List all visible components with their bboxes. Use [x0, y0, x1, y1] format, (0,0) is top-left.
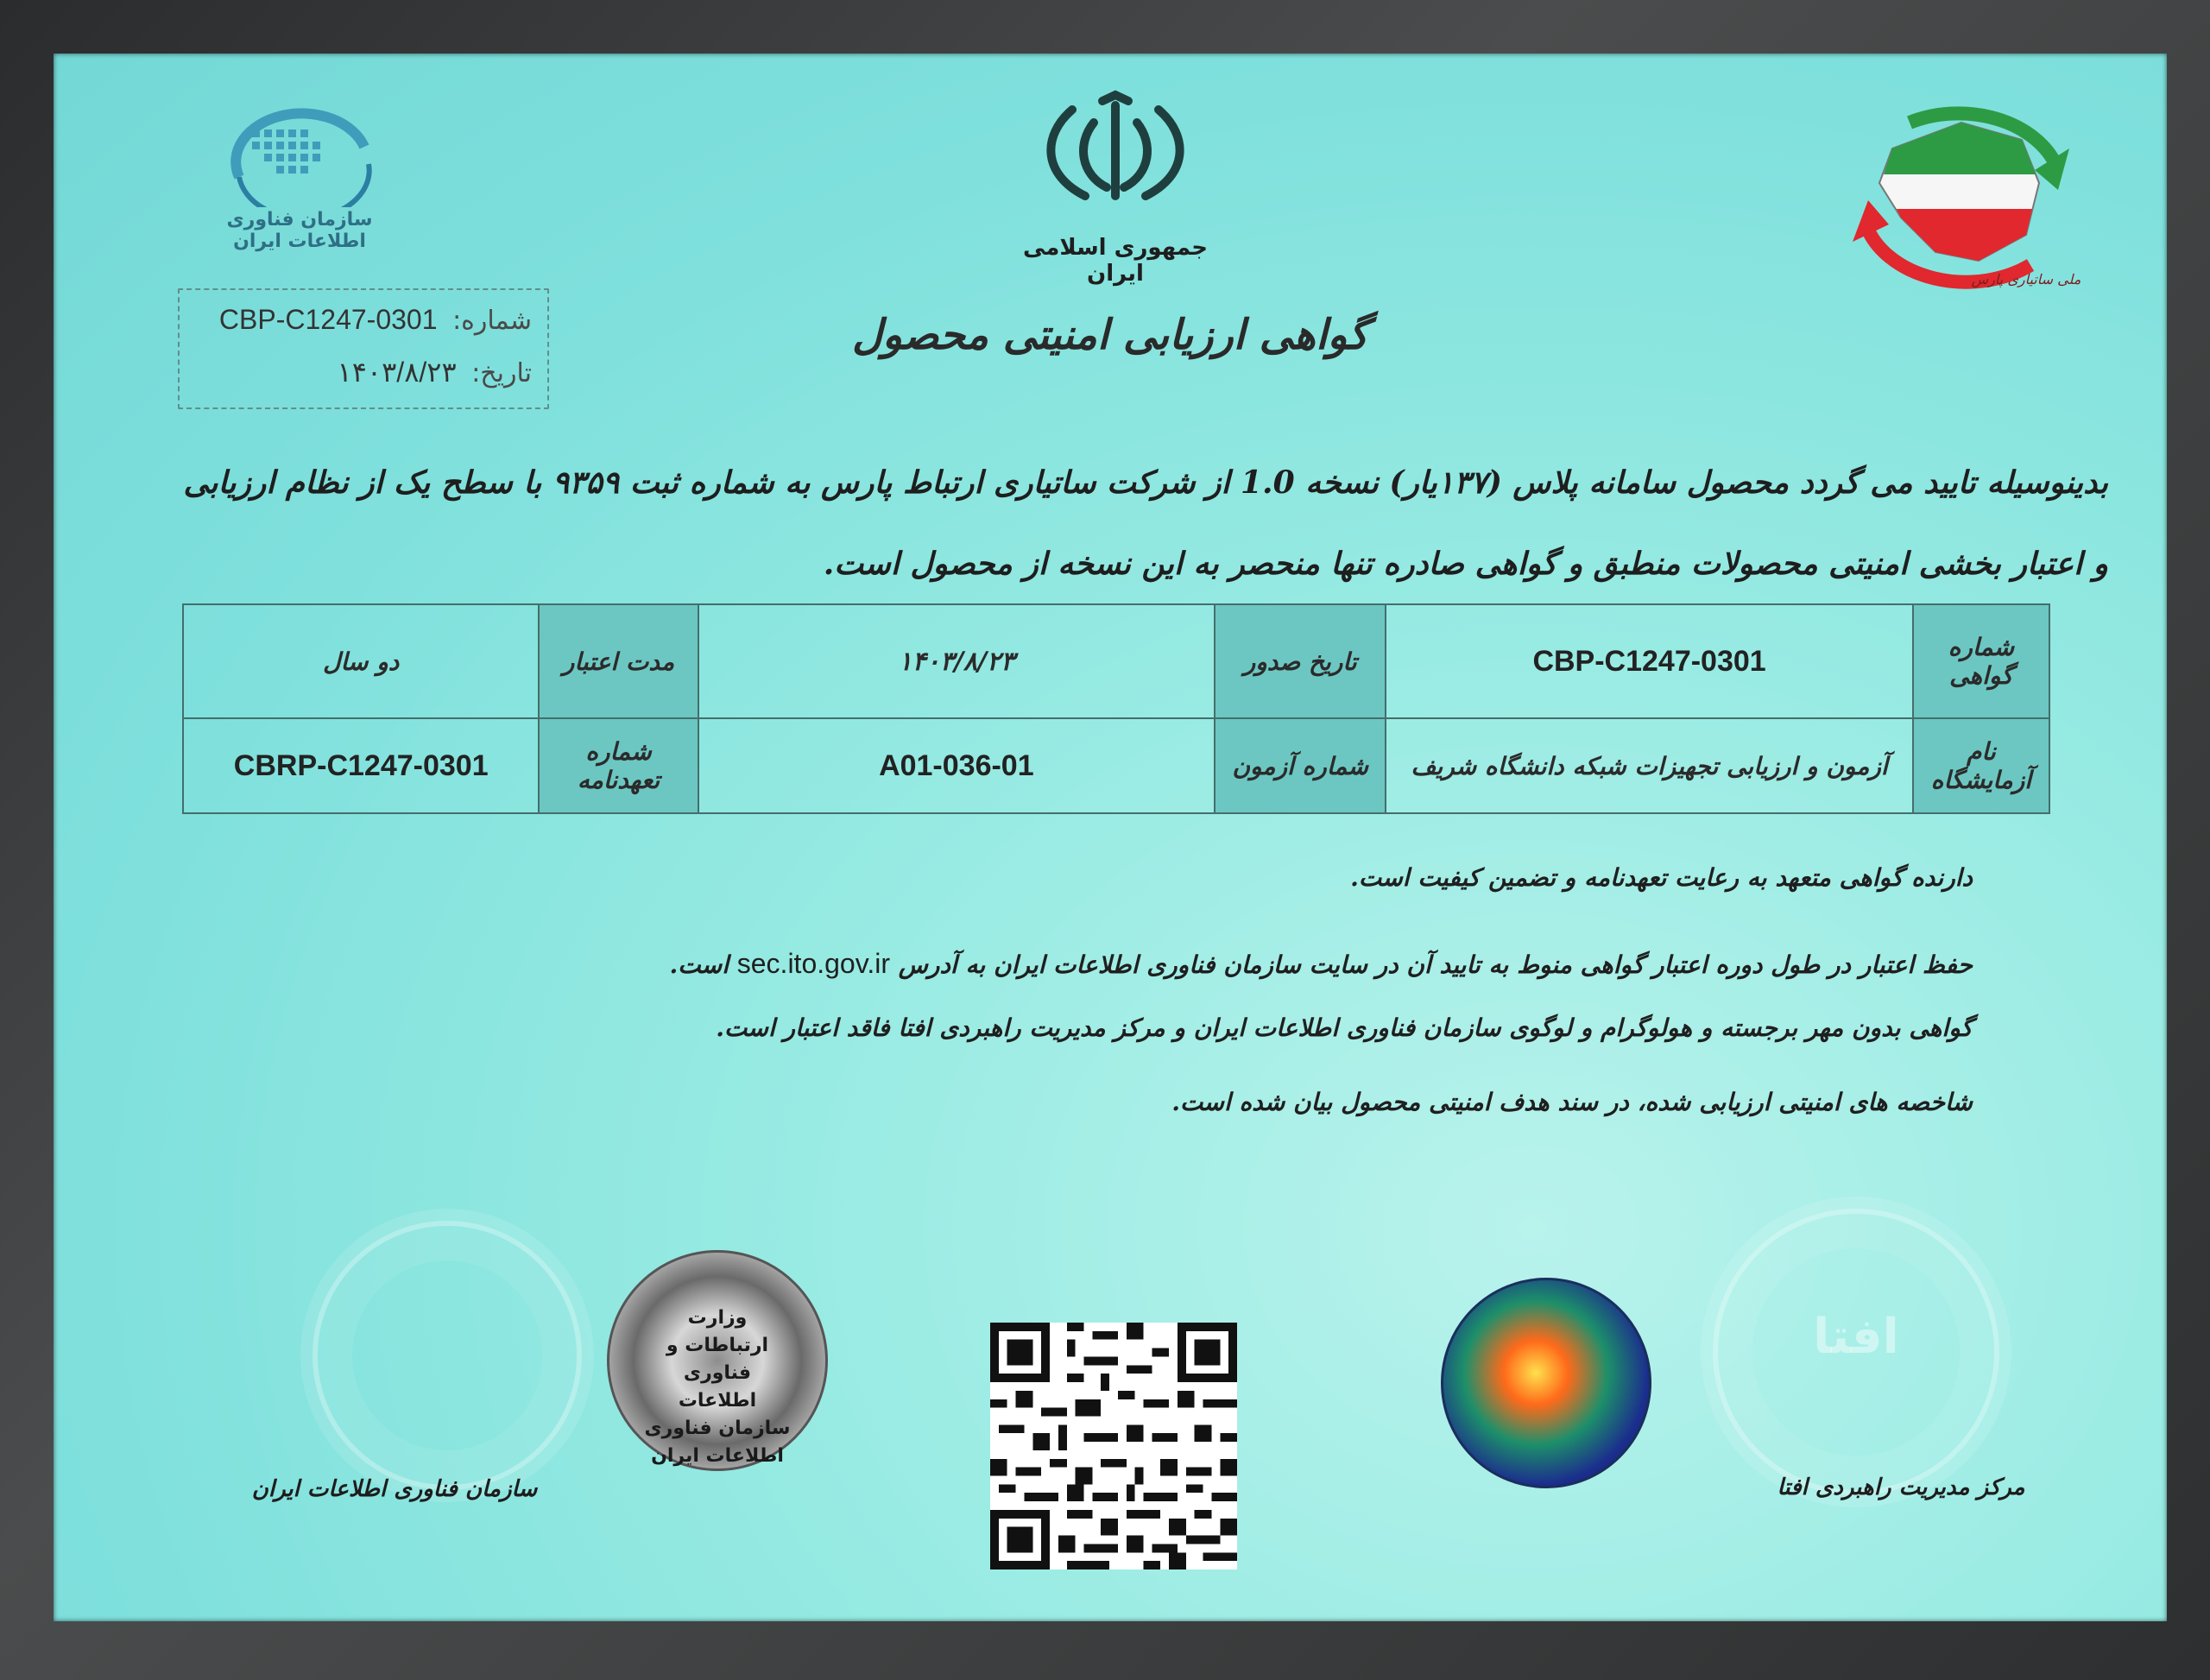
date-row	[338, 356, 532, 388]
certificate-paper	[54, 54, 2167, 1621]
qr-code-icon	[990, 1323, 1237, 1569]
lab-value: آزمون و ارزیابی تجهیزات شبکه دانشگاه شریف	[1386, 718, 1913, 813]
number-value: CBP-C1247-0301	[218, 304, 438, 335]
validity-value: دو سال	[183, 604, 539, 718]
ito-logo-icon	[192, 95, 399, 207]
note-validity-end: است.	[669, 951, 729, 979]
emblem-caption: جمهوری اسلامی ایران	[1022, 235, 1209, 287]
iran-emblem	[1020, 88, 1210, 287]
verification-qr-code[interactable]	[990, 1323, 1237, 1569]
commitment-label: شماره تعهدنامه	[539, 718, 698, 813]
afta-signature-caption: مرکز مدیریت راهبردی افتا	[1777, 1475, 2025, 1500]
commitment-value: CBRP-C1247-0301	[183, 718, 539, 813]
table-row	[183, 604, 2049, 718]
pars-logo-caption: ملی ساتیاری پارس	[1971, 271, 2081, 287]
right-embossed-seal	[1713, 1209, 1999, 1495]
pars-logo	[1832, 88, 2091, 295]
cert-number-label: شماره گواهی	[1913, 604, 2049, 718]
lab-label: نام آزمایشگاه	[1913, 718, 2049, 813]
table-row	[183, 718, 2049, 813]
date-value: ۱۴۰۳/۸/۲۳	[337, 357, 457, 388]
certificate-title: گواهی ارزیابی امنیتی محصول	[852, 311, 1368, 359]
date-label: تاریخ:	[471, 358, 532, 388]
issue-date-label: تاریخ صدور	[1215, 604, 1386, 718]
left-embossed-seal	[313, 1221, 582, 1490]
ito-logo	[192, 95, 399, 252]
note-security-target: شاخصه های امنیتی ارزیابی شده، در سند هدف امنیتی محصول بیان شده است.	[1171, 1088, 1973, 1116]
afta-hologram	[1441, 1278, 1651, 1488]
issue-date-value: ۱۴۰۳/۸/۲۳	[698, 604, 1216, 718]
ito-hologram	[607, 1250, 828, 1471]
ito-signature-caption: سازمان فناوری اطلاعات ایران	[251, 1476, 538, 1502]
certificate-body-paragraph: بدینوسیله تایید می گردد محصول سامانه پلاس (۱۳۷یار) نسخه 1.0 از شرکت ساتیاری ارتباط پارس به شماره ثبت ۹۳۵۹ با سطح یک از نظام ارزیابی و اعتبار بخشی امنیتی محصولات منطبق و گواهی صادره تنها منحصر به این نسخه از محصول است.	[183, 464, 2108, 582]
note-validity-check	[670, 948, 1973, 980]
test-number-value: A01-036-01	[698, 718, 1216, 813]
validity-label: مدت اعتبار	[539, 604, 698, 718]
note-seal-requirement: گواهی بدون مهر برجسته و هولوگرام و لوگوی سازمان فناوری اطلاعات ایران و مرکز مدیریت راهبردی افتا فاقد اعتبار است.	[716, 1014, 1973, 1042]
number-label: شماره:	[452, 306, 532, 336]
ito-logo-caption: سازمان فناوری اطلاعات ایران	[226, 209, 373, 252]
ito-hologram-text: وزارت ارتباطات و فناوری اطلاعات سازمان فناوری اطلاعات ایران	[644, 1307, 791, 1467]
certificate-info-table	[182, 603, 2050, 814]
iran-emblem-icon	[1020, 88, 1210, 218]
verification-url: sec.ito.gov.ir	[736, 948, 890, 979]
cert-number-value: CBP-C1247-0301	[1386, 604, 1913, 718]
note-holder-commitment: دارنده گواهی متعهد به رعایت تعهدنامه و تضمین کیفیت است.	[1350, 863, 1973, 892]
iran-map-arrows-icon	[1832, 88, 2091, 295]
note-validity-text: حفظ اعتبار در طول دوره اعتبار گواهی منوط به تایید آن در سایت سازمان فناوری اطلاعات ایران به آدرس	[898, 951, 1973, 979]
afta-seal-text: افتا	[1813, 1309, 1899, 1365]
test-number-label: شماره آزمون	[1215, 718, 1386, 813]
